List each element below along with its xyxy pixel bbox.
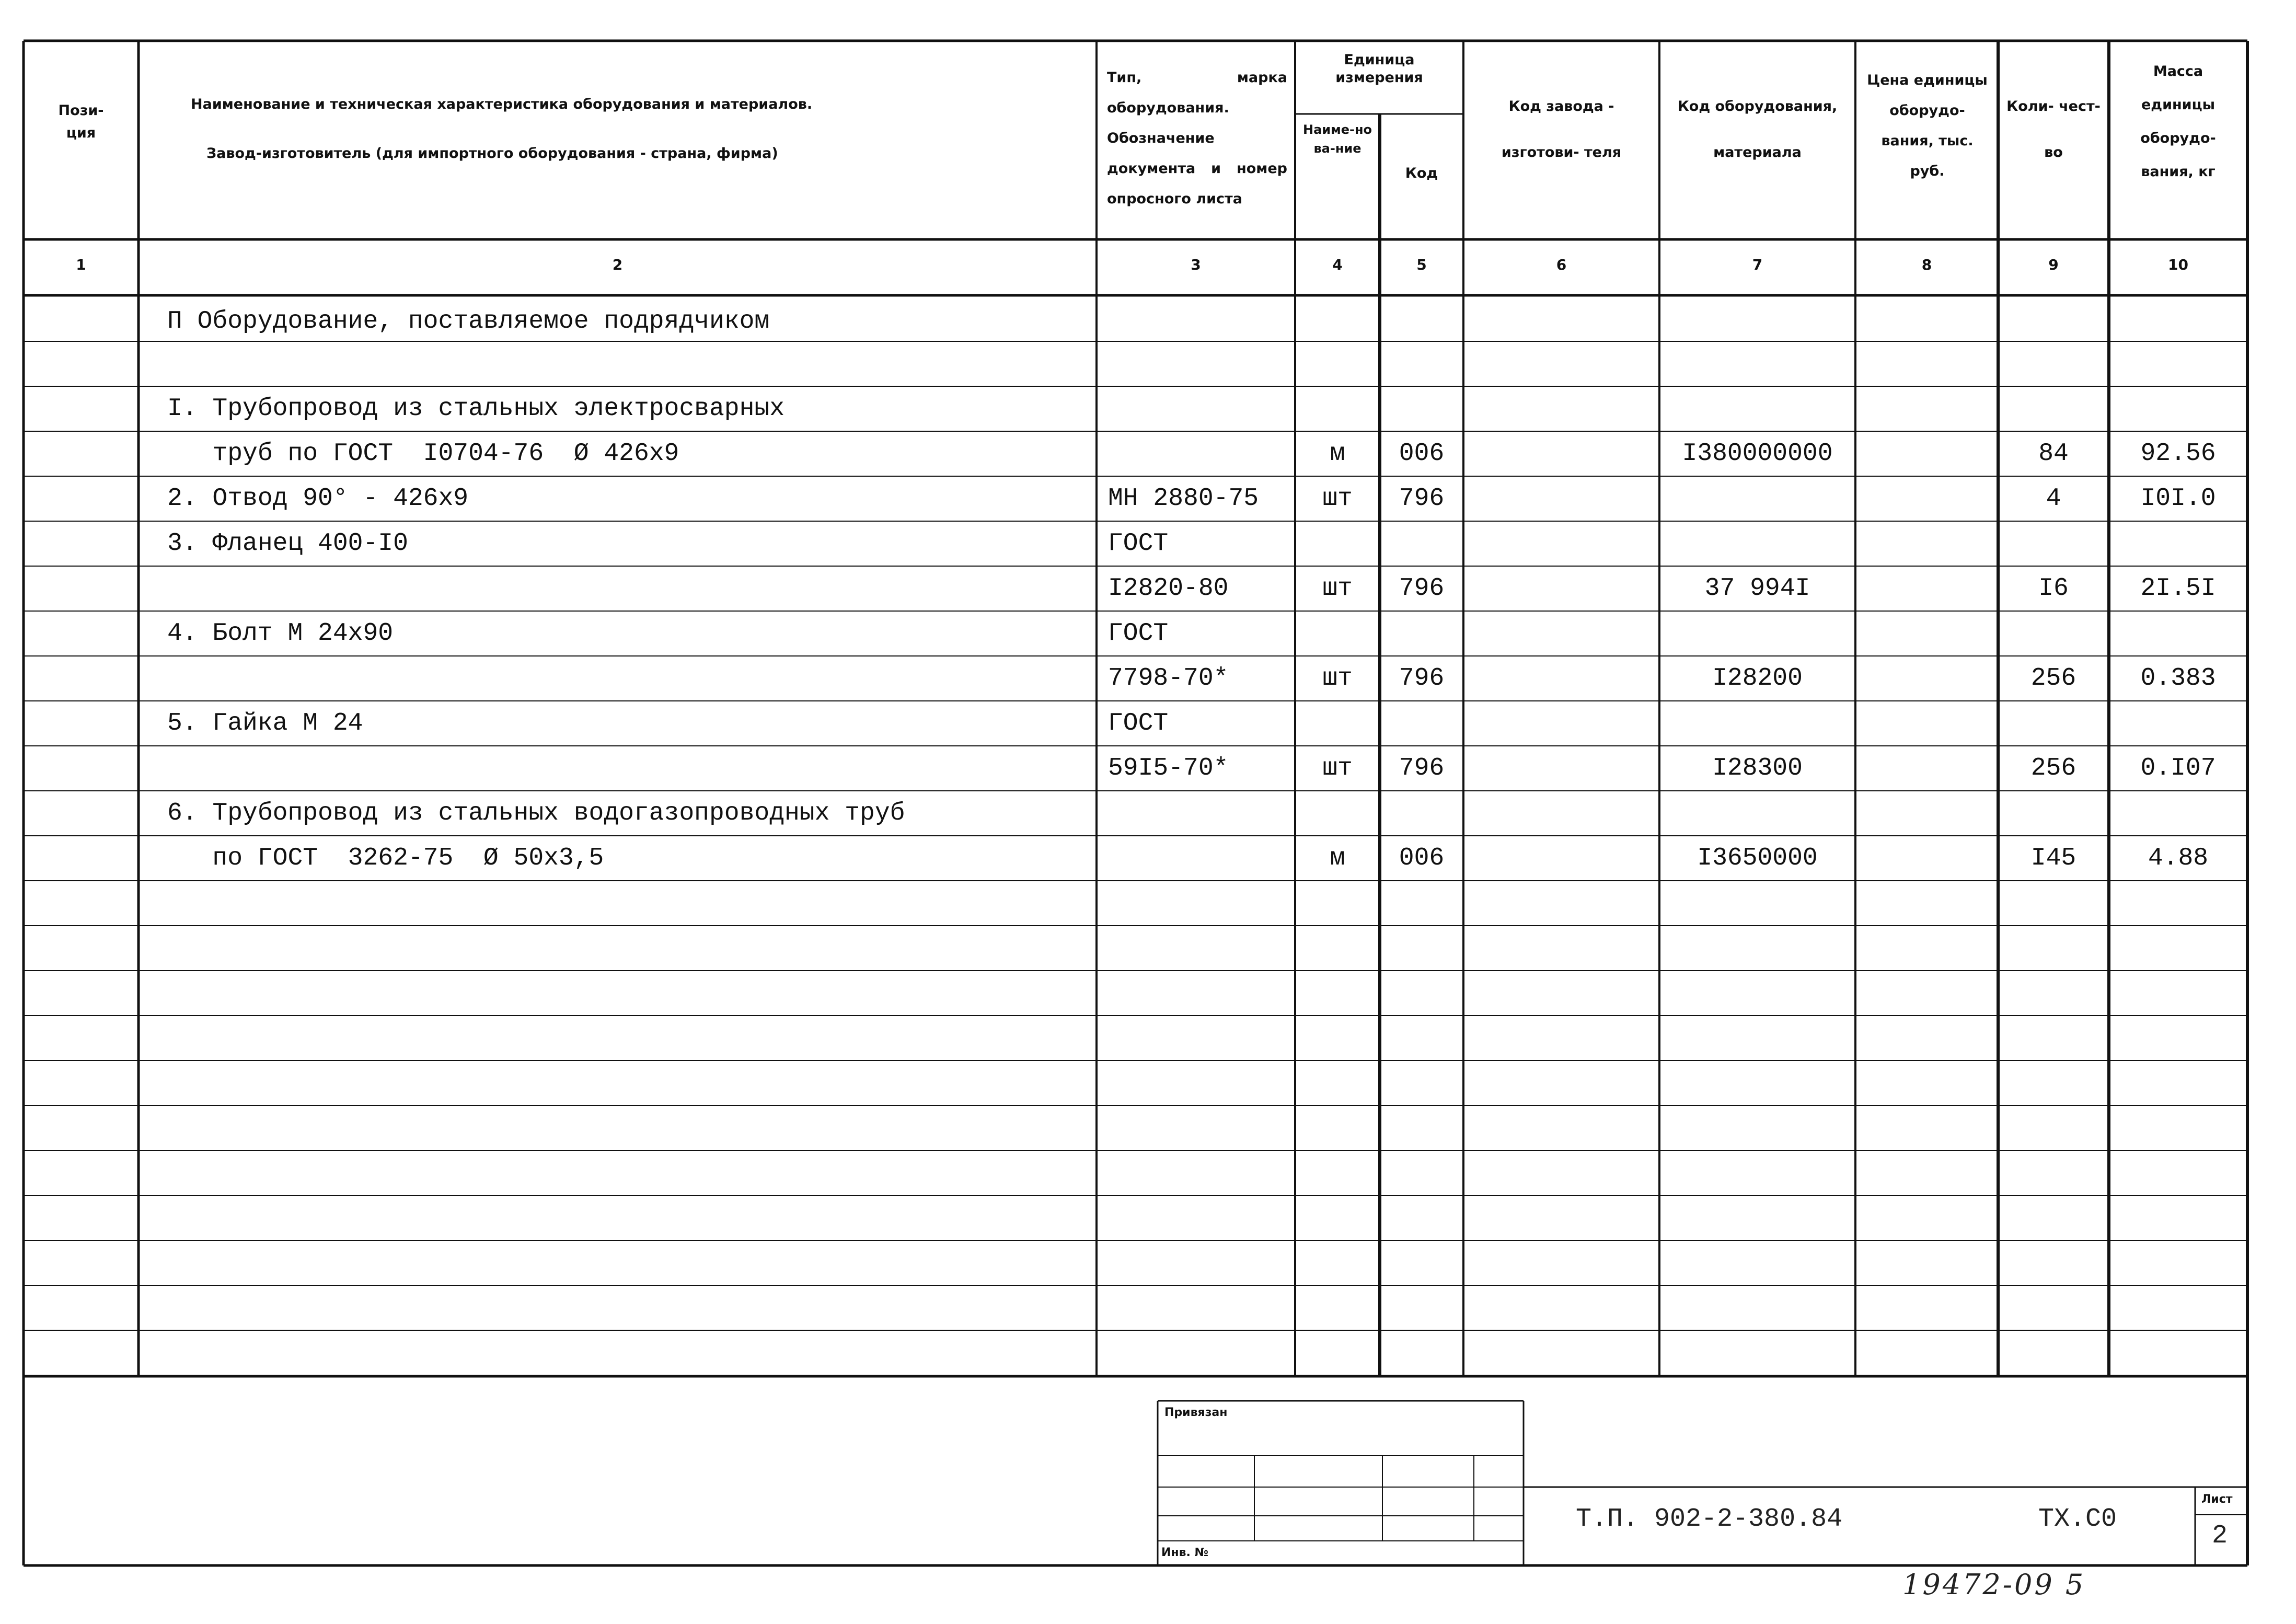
row-name: I. Трубопровод из стальных электросварных <box>167 395 784 423</box>
row-type: ГОСТ <box>1108 619 1169 648</box>
header-position: Пози- ция <box>58 102 104 142</box>
row-equipment-code: I380000000 <box>1682 440 1833 468</box>
sheet-code: ТХ.С0 <box>2038 1504 2117 1534</box>
header-mass: Масса единицы оборудо- вания, кг <box>2140 63 2216 180</box>
row-name: 3. Фланец 400-I0 <box>167 529 408 558</box>
row-type: ГОСТ <box>1108 709 1169 738</box>
row-type: 59I5-70* <box>1108 754 1229 782</box>
column-number: 5 <box>1416 256 1427 273</box>
column-number: 8 <box>1921 256 1932 273</box>
header-equipment-code: Код оборудования, материала <box>1677 98 1838 160</box>
row-mass: 2I.5I <box>2140 574 2216 603</box>
column-number: 9 <box>2048 256 2059 273</box>
row-equipment-code: I28200 <box>1712 664 1803 693</box>
row-unit: шт <box>1322 754 1353 782</box>
column-number: 2 <box>612 256 623 273</box>
row-unit-code: 796 <box>1399 574 1445 603</box>
row-quantity: 256 <box>2030 664 2076 693</box>
row-quantity: 4 <box>2046 485 2061 513</box>
header-factory-code: Код завода - изготови- теля <box>1501 98 1622 160</box>
row-unit: шт <box>1322 664 1353 693</box>
header-name-line1: Наименование и техническая характеристика оборудования и материалов. <box>191 96 813 112</box>
row-quantity: 256 <box>2030 754 2076 782</box>
header-unit-code: Код <box>1405 165 1438 181</box>
row-unit-code: 796 <box>1399 485 1445 513</box>
row-mass: 92.56 <box>2140 440 2216 468</box>
header-quantity: Коли- чест- во <box>2006 98 2101 160</box>
row-name: 5. Гайка М 24 <box>167 709 363 738</box>
row-equipment-code: I3650000 <box>1697 844 1818 872</box>
header-type: Тип, марка оборудования. Обозначение документа и номер опросного листа <box>1107 70 1287 207</box>
column-number: 4 <box>1332 256 1343 273</box>
row-quantity: 84 <box>2038 440 2069 468</box>
header-unit-group: Единица измерения <box>1335 52 1423 86</box>
row-mass: 0.383 <box>2140 664 2216 693</box>
header-name-line2: Завод-изготовитель (для импортного оборудования - страна, фирма) <box>206 145 778 162</box>
header-unit-name: Наиме-нова-ние <box>1302 122 1372 156</box>
sheet-label: Лист <box>2201 1493 2233 1506</box>
row-type: МН 2880-75 <box>1108 485 1259 513</box>
row-quantity: I45 <box>2030 844 2076 872</box>
column-number: 7 <box>1752 256 1763 273</box>
row-name: 4. Болт М 24х90 <box>167 619 394 648</box>
row-mass: 4.88 <box>2148 844 2209 872</box>
row-unit-code: 006 <box>1399 844 1445 872</box>
row-name: 6. Трубопровод из стальных водогазопроводных труб <box>167 799 905 827</box>
row-unit-code: 006 <box>1399 440 1445 468</box>
row-mass: 0.I07 <box>2140 754 2216 782</box>
attached-label: Привязан <box>1164 1406 1228 1419</box>
column-number: 3 <box>1191 256 1201 273</box>
row-equipment-code: I28300 <box>1712 754 1803 782</box>
row-type: 7798-70* <box>1108 664 1229 693</box>
row-unit: шт <box>1322 485 1353 513</box>
column-number: 6 <box>1556 256 1567 273</box>
row-unit: м <box>1330 844 1345 872</box>
row-mass: I0I.0 <box>2140 485 2216 513</box>
row-unit: шт <box>1322 574 1353 603</box>
sheet-number: 2 <box>2212 1521 2228 1551</box>
row-type: ГОСТ <box>1108 529 1169 558</box>
archive-number-stamp: 19472-09 5 <box>1902 1568 2086 1601</box>
row-quantity: I6 <box>2038 574 2069 603</box>
row-unit: м <box>1330 440 1345 468</box>
row-unit-code: 796 <box>1399 664 1445 693</box>
row-equipment-code: 37 994I <box>1704 574 1810 603</box>
row-type: I2820-80 <box>1108 574 1229 603</box>
header-price: Цена единицы оборудо- вания, тыс. руб. <box>1867 72 1988 179</box>
row-name: П Оборудование, поставляемое подрядчиком <box>167 307 770 336</box>
inventory-number-label: Инв. № <box>1161 1546 1209 1559</box>
row-unit-code: 796 <box>1399 754 1445 782</box>
row-name: 2. Отвод 90° - 426х9 <box>167 485 469 513</box>
column-number: 1 <box>76 256 86 273</box>
column-number: 10 <box>2168 256 2188 273</box>
document-designation: Т.П. 902-2-380.84 <box>1576 1504 1843 1534</box>
row-name: труб по ГОСТ I0704-76 Ø 426х9 <box>167 440 679 468</box>
row-name: по ГОСТ 3262-75 Ø 50х3,5 <box>167 844 604 872</box>
